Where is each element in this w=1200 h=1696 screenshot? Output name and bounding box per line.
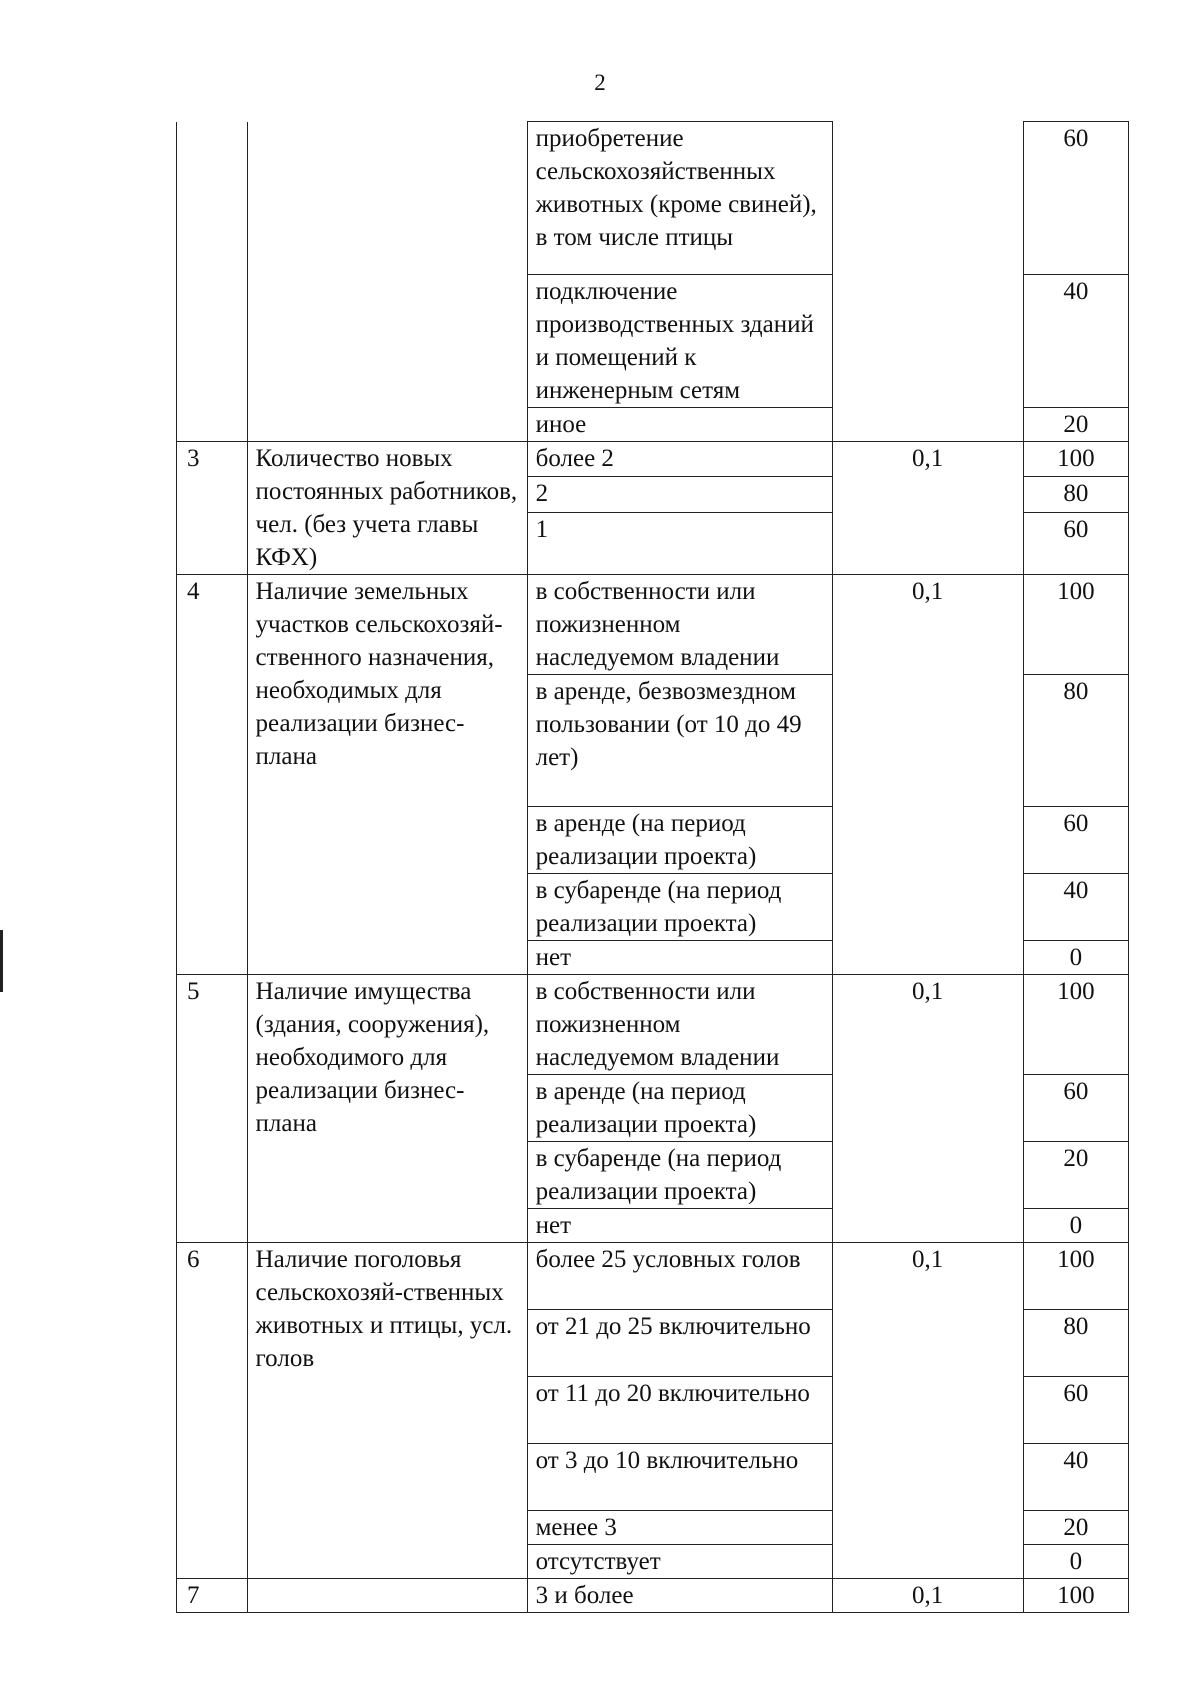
- score-cell: 60: [1023, 122, 1128, 275]
- weight-cell: 0,1: [832, 1579, 1023, 1613]
- option-cell: менее 3: [527, 1511, 832, 1545]
- scan-edge-mark: [0, 930, 3, 992]
- row-number-cell: 6: [177, 1243, 248, 1579]
- criterion-cell: [247, 1579, 527, 1613]
- score-cell: 60: [1023, 512, 1128, 574]
- score-cell: 20: [1023, 1142, 1128, 1209]
- table-row: [177, 442, 1129, 477]
- criteria-table: [176, 121, 1129, 1613]
- score-cell: 100: [1023, 442, 1128, 477]
- table-row: [177, 975, 1129, 1075]
- criterion-cell: Наличие имущества (здания, сооружения), необходимого для реализации бизнес-плана: [247, 975, 527, 1243]
- weight-cell: 0,1: [832, 975, 1023, 1243]
- score-cell: 100: [1023, 1579, 1128, 1613]
- table-row: [177, 1243, 1129, 1310]
- option-cell: 1: [527, 512, 832, 574]
- score-cell: 80: [1023, 675, 1128, 807]
- option-cell: отсутствует: [527, 1545, 832, 1579]
- criterion-cell: Наличие земельных участков сельскохозяй-ственного назначения, необходимых для реализации бизнес-плана: [247, 575, 527, 975]
- criterion-cell: Количество новых постоянных работников, чел. (без учета главы КФХ): [247, 442, 527, 575]
- option-cell: в субаренде (на период реализации проекта): [527, 1142, 832, 1209]
- score-cell: 40: [1023, 874, 1128, 941]
- criterion-cell: [247, 122, 527, 442]
- score-cell: 60: [1023, 1377, 1128, 1444]
- score-cell: 0: [1023, 941, 1128, 975]
- option-cell: 3 и более: [527, 1579, 832, 1613]
- score-cell: 100: [1023, 575, 1128, 675]
- option-cell: в аренде (на период реализации проекта): [527, 1075, 832, 1142]
- score-cell: 100: [1023, 975, 1128, 1075]
- option-cell: в собственности или пожизненном наследуемом владении: [527, 975, 832, 1075]
- score-cell: 20: [1023, 1511, 1128, 1545]
- option-cell: иное: [527, 408, 832, 442]
- score-cell: 80: [1023, 477, 1128, 512]
- option-cell: от 11 до 20 включительно: [527, 1377, 832, 1444]
- score-cell: 60: [1023, 1075, 1128, 1142]
- score-cell: 40: [1023, 1444, 1128, 1511]
- row-number-cell: 7: [177, 1579, 248, 1613]
- option-cell: 2: [527, 477, 832, 512]
- option-cell: приобретение сельскохозяйственных животных (кроме свиней), в том числе птицы: [527, 122, 832, 275]
- score-cell: 0: [1023, 1209, 1128, 1243]
- option-cell: подключение производственных зданий и помещений к инженерным сетям: [527, 275, 832, 408]
- weight-cell: 0,1: [832, 575, 1023, 975]
- option-cell: нет: [527, 941, 832, 975]
- score-cell: 80: [1023, 1310, 1128, 1377]
- row-number-cell: [177, 122, 248, 442]
- row-number-cell: 5: [177, 975, 248, 1243]
- option-cell: в собственности или пожизненном наследуемом владении: [527, 575, 832, 675]
- page-number: 2: [594, 70, 606, 95]
- score-cell: 60: [1023, 807, 1128, 874]
- weight-cell: 0,1: [832, 1243, 1023, 1579]
- score-cell: 40: [1023, 275, 1128, 408]
- option-cell: более 25 условных голов: [527, 1243, 832, 1310]
- score-cell: 100: [1023, 1243, 1128, 1310]
- table-row: [177, 1579, 1129, 1613]
- option-cell: от 3 до 10 включительно: [527, 1444, 832, 1511]
- criterion-cell: Наличие поголовья сельскохозяй-ственных животных и птицы, усл. голов: [247, 1243, 527, 1579]
- row-number-cell: 3: [177, 442, 248, 575]
- option-cell: в субаренде (на период реализации проекта): [527, 874, 832, 941]
- score-cell: 20: [1023, 408, 1128, 442]
- row-number-cell: 4: [177, 575, 248, 975]
- weight-cell: [832, 122, 1023, 442]
- option-cell: более 2: [527, 442, 832, 477]
- score-cell: 0: [1023, 1545, 1128, 1579]
- option-cell: от 21 до 25 включительно: [527, 1310, 832, 1377]
- table-row: [177, 122, 1129, 275]
- option-cell: в аренде (на период реализации проекта): [527, 807, 832, 874]
- table-row: [177, 575, 1129, 675]
- weight-cell: 0,1: [832, 442, 1023, 575]
- option-cell: нет: [527, 1209, 832, 1243]
- option-cell: в аренде, безвозмездном пользовании (от 10 до 49 лет): [527, 675, 832, 807]
